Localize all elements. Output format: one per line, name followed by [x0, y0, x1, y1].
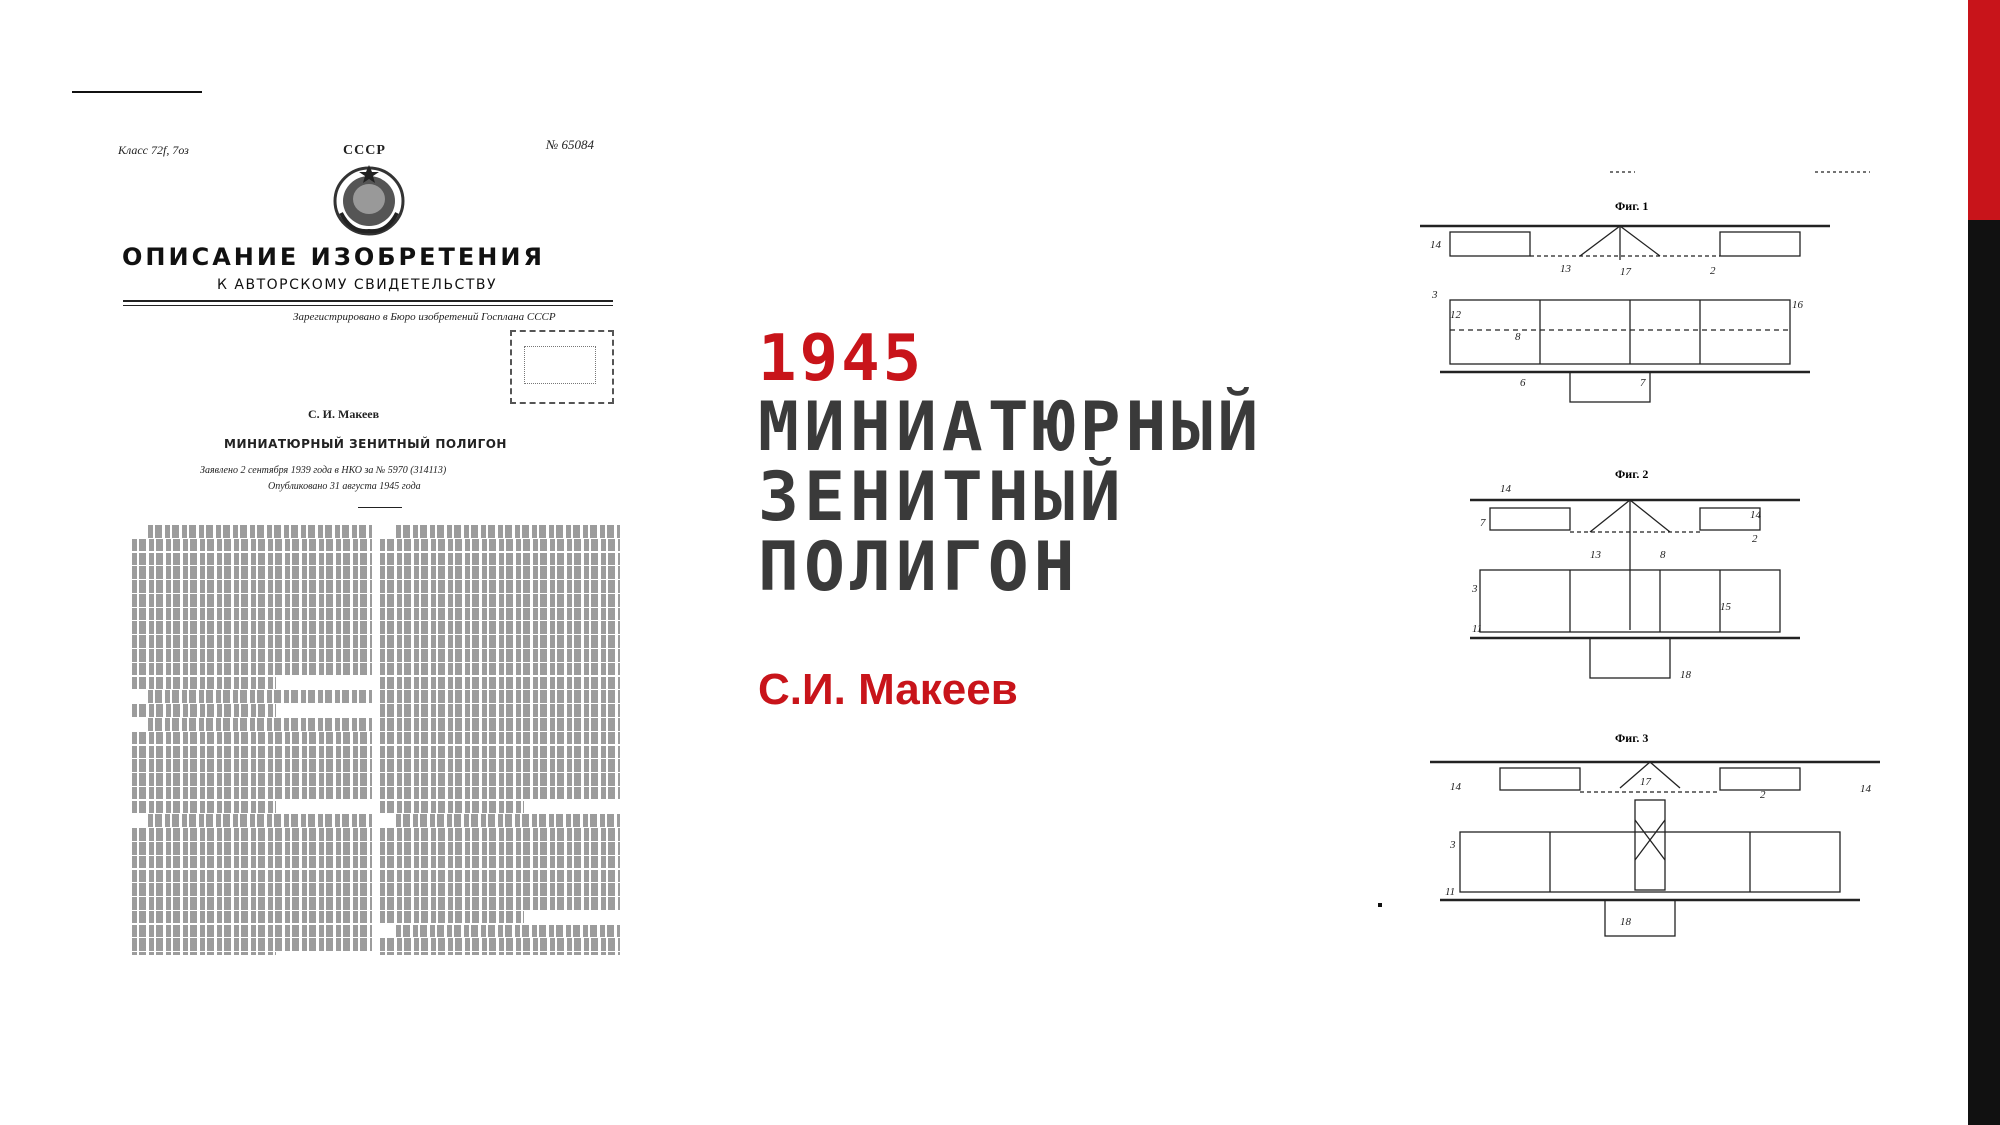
- svg-text:14: 14: [1500, 483, 1511, 495]
- doc-country: СССР: [343, 143, 386, 158]
- figure-label-2: Фиг. 2: [1615, 467, 1649, 481]
- svg-text:7: 7: [1480, 517, 1486, 529]
- top-rule: [72, 91, 202, 93]
- doc-stamp: [510, 330, 614, 404]
- figure-label-3: Фиг. 3: [1615, 731, 1649, 745]
- doc-registered: Зарегистрировано в Бюро изобретений Госплана СССР: [293, 311, 556, 323]
- svg-text:15: 15: [1720, 601, 1731, 613]
- doc-published: Опубликовано 31 августа 1945 года: [268, 481, 421, 492]
- svg-text:7: 7: [1640, 377, 1646, 389]
- doc-author: С. И. Макеев: [308, 407, 380, 421]
- doc-class: Класс 72f, 7оз: [118, 143, 189, 157]
- svg-text:11: 11: [1472, 623, 1483, 635]
- doc-rule: [123, 305, 613, 306]
- doc-title: ОПИСАНИЕ ИЗОБРЕТЕНИЯ: [122, 243, 545, 271]
- doc-number: № 65084: [546, 137, 595, 152]
- svg-text:13: 13: [1590, 549, 1601, 561]
- doc-heading: МИНИАТЮРНЫЙ ЗЕНИТНЫЙ ПОЛИГОН: [224, 437, 507, 451]
- svg-text:3: 3: [1450, 839, 1456, 851]
- svg-text:6: 6: [1520, 377, 1526, 389]
- svg-text:8: 8: [1515, 331, 1521, 343]
- right-accent-bar: [1968, 0, 2000, 1125]
- svg-text:18: 18: [1680, 669, 1691, 681]
- svg-text:16: 16: [1792, 299, 1803, 311]
- svg-text:14: 14: [1450, 781, 1461, 793]
- svg-text:3: 3: [1472, 583, 1478, 595]
- ussr-emblem-icon: [331, 163, 407, 237]
- svg-text:17: 17: [1620, 266, 1631, 278]
- stray-dot: [1378, 903, 1382, 907]
- doc-rule: [123, 300, 613, 302]
- doc-filed: Заявлено 2 сентября 1939 года в НКО за № 5970 (314113): [200, 465, 447, 476]
- svg-text:2: 2: [1760, 789, 1766, 801]
- slide-title-line-3: ПОЛИГОН: [758, 528, 1080, 607]
- svg-text:13: 13: [1560, 263, 1571, 275]
- doc-body-column-left: [132, 525, 372, 955]
- right-accent-bar-red: [1968, 0, 2000, 220]
- svg-text:17: 17: [1640, 776, 1651, 788]
- slide-author: С.И. Макеев: [758, 665, 1018, 714]
- svg-text:14: 14: [1430, 239, 1441, 251]
- svg-text:2: 2: [1752, 533, 1758, 545]
- svg-text:3: 3: [1432, 289, 1438, 301]
- doc-rule: [358, 507, 402, 508]
- svg-text:12: 12: [1450, 309, 1461, 321]
- svg-text:18: 18: [1620, 916, 1631, 928]
- patent-document: [118, 135, 638, 985]
- svg-text:14: 14: [1860, 783, 1871, 795]
- doc-body-column-right: [380, 525, 620, 955]
- svg-text:8: 8: [1660, 549, 1666, 561]
- svg-text:14: 14: [1750, 509, 1761, 521]
- slide-year: 1945: [758, 322, 925, 396]
- svg-text:11: 11: [1445, 886, 1456, 898]
- patent-figures: [1420, 160, 1900, 950]
- doc-subtitle: К АВТОРСКОМУ СВИДЕТЕЛЬСТВУ: [217, 277, 498, 293]
- figure-label-1: Фиг. 1: [1615, 199, 1649, 213]
- slide-title-line-1: МИНИАТЮРНЫЙ: [758, 388, 1264, 467]
- svg-text:2: 2: [1710, 265, 1716, 277]
- slide-title-line-2: ЗЕНИТНЫЙ: [758, 458, 1126, 537]
